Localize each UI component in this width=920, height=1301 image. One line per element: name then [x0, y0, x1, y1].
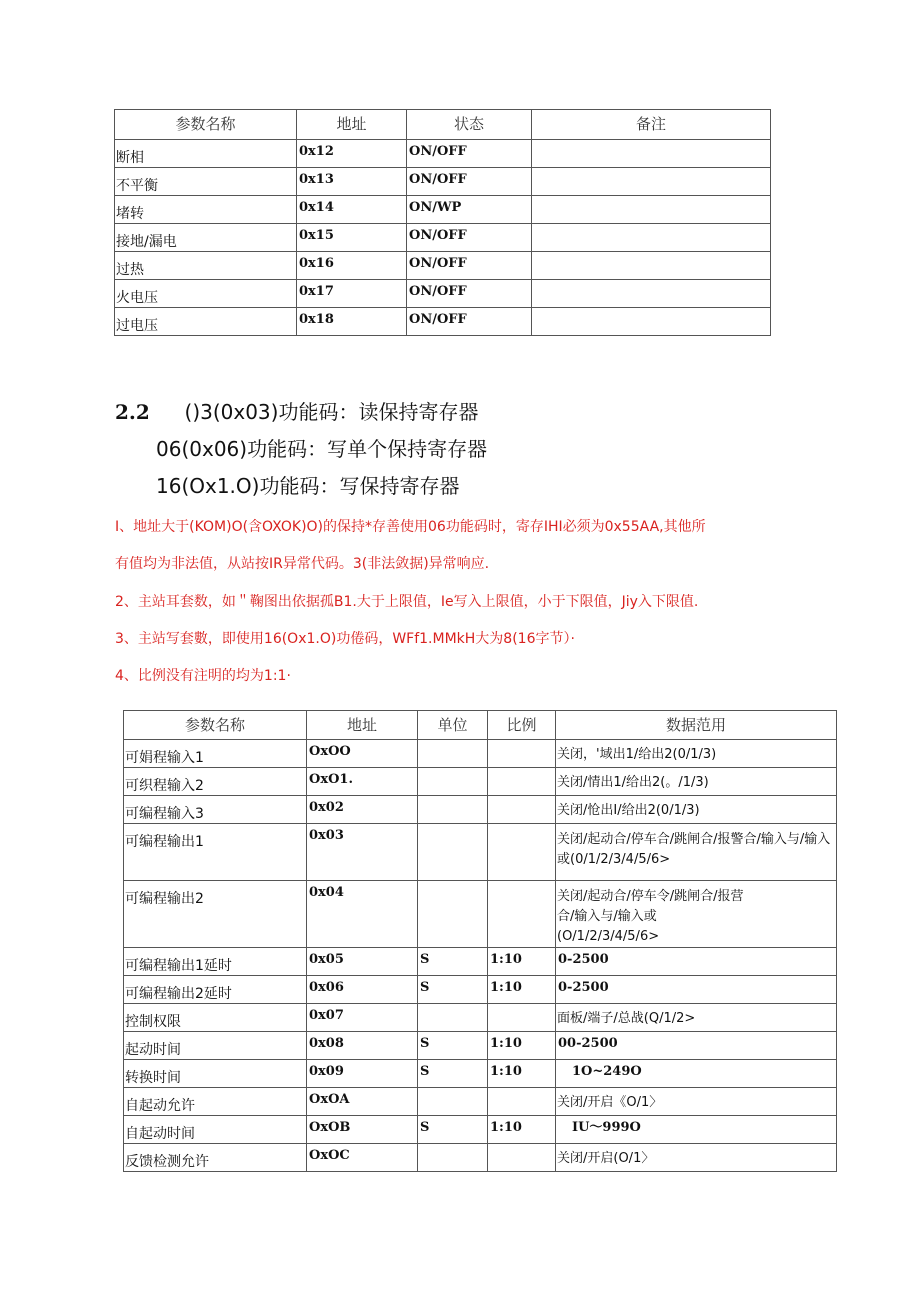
table-row [124, 1144, 837, 1172]
param-range: 00-2500 [556, 1032, 837, 1060]
table-row [115, 252, 771, 280]
param-ratio [488, 1144, 556, 1172]
param-state: ON/OFF [407, 140, 532, 168]
note-2: 2、主站耳套数，如＂鞠图出依据孤B1.大于上限值，Ie写入上限值，小于下限值，Jiy入下限值. [115, 594, 699, 610]
param-unit [418, 824, 488, 881]
param-unit [418, 796, 488, 824]
param-unit: S [418, 1032, 488, 1060]
param-range: 0-2500 [556, 976, 837, 1004]
param-range: 面板/端子/总战(Q/1/2> [556, 1004, 837, 1032]
param-name: 可编程输出1 [124, 824, 307, 881]
param-name: 自起动允许 [124, 1088, 307, 1116]
table-row [124, 824, 837, 881]
param-state: ON/OFF [407, 224, 532, 252]
param-address: OxO1. [307, 768, 418, 796]
param-unit [418, 1004, 488, 1032]
param-ratio [488, 1088, 556, 1116]
holding-register-table [123, 710, 837, 1172]
param-remark [532, 224, 771, 252]
param-name: 可娟程输入1 [124, 740, 307, 768]
param-address: 0x05 [307, 948, 418, 976]
param-remark [532, 196, 771, 224]
status-parameter-table [114, 109, 771, 336]
table-row [124, 881, 837, 948]
param-range: 0-2500 [556, 948, 837, 976]
param-unit [418, 1144, 488, 1172]
param-address: 0x16 [297, 252, 407, 280]
header-param-name: 参数名称 [124, 711, 307, 740]
param-address: 0x14 [297, 196, 407, 224]
param-address: 0x15 [297, 224, 407, 252]
table-row [115, 140, 771, 168]
param-state: ON/OFF [407, 308, 532, 336]
param-remark [532, 280, 771, 308]
param-name: 堵转 [115, 196, 297, 224]
param-address: 0x07 [307, 1004, 418, 1032]
table-row [124, 1004, 837, 1032]
param-unit [418, 740, 488, 768]
table-row [124, 976, 837, 1004]
param-state: ON/OFF [407, 280, 532, 308]
header-data-range: 数据范用 [556, 711, 837, 740]
param-name: 可编程输入3 [124, 796, 307, 824]
note-4: 4、比例没有注明的均为1:1· [115, 668, 291, 684]
param-unit: S [418, 976, 488, 1004]
param-name: 断相 [115, 140, 297, 168]
note-1-line-1: I、地址大于(KOM)O(含OXOK)O)的保持*存善使用06功能码时，寄存IHI必须为0x55AA,其他所 [115, 519, 706, 535]
param-ratio [488, 740, 556, 768]
param-address: OxOA [307, 1088, 418, 1116]
table-row [115, 224, 771, 252]
param-unit: S [418, 948, 488, 976]
param-address: 0x06 [307, 976, 418, 1004]
param-remark [532, 168, 771, 196]
param-state: ON/OFF [407, 252, 532, 280]
param-name: 可编程输出2延时 [124, 976, 307, 1004]
param-range: 关闭/起动合/停车合/跳闸合/报警合/输入与/输入或(0/1/2/3/4/5/6> [556, 824, 837, 881]
param-ratio: 1:10 [488, 976, 556, 1004]
param-name: 可织程输入2 [124, 768, 307, 796]
param-name: 起动时间 [124, 1032, 307, 1060]
param-unit: S [418, 1060, 488, 1088]
param-name: 接地/漏电 [115, 224, 297, 252]
param-address: 0x08 [307, 1032, 418, 1060]
param-address: 0x03 [307, 824, 418, 881]
table-row [124, 768, 837, 796]
table-row [124, 948, 837, 976]
table-row [124, 1116, 837, 1144]
table-row [115, 196, 771, 224]
param-name: 可编程输出1延时 [124, 948, 307, 976]
header-remark: 备注 [532, 110, 771, 140]
section-heading-line-1 [115, 396, 478, 425]
section-title-write-single: 06(0x06)功能码：写单个保持寄存器 [156, 437, 488, 461]
table-row [115, 308, 771, 336]
section-number: 2.2 [115, 400, 150, 424]
table-row [124, 1032, 837, 1060]
param-unit [418, 881, 488, 948]
header-address: 地址 [307, 711, 418, 740]
param-name: 反馈检测允许 [124, 1144, 307, 1172]
table-header-row [115, 110, 771, 140]
param-unit [418, 768, 488, 796]
param-unit: S [418, 1116, 488, 1144]
param-address: OxOB [307, 1116, 418, 1144]
param-state: ON/OFF [407, 168, 532, 196]
param-state: ON/WP [407, 196, 532, 224]
param-name: 过电压 [115, 308, 297, 336]
table-header-row [124, 711, 837, 740]
table-row [115, 280, 771, 308]
param-unit [418, 1088, 488, 1116]
param-range: 关闭/开启《O/1〉 [556, 1088, 837, 1116]
param-ratio: 1:10 [488, 948, 556, 976]
param-ratio [488, 1004, 556, 1032]
param-name: 控制权限 [124, 1004, 307, 1032]
table-row [124, 1060, 837, 1088]
param-address: 0x04 [307, 881, 418, 948]
param-range: 1O~249O [556, 1060, 837, 1088]
param-address: 0x02 [307, 796, 418, 824]
note-3: 3、主站写套數，即使用16(Ox1.O)功倦码，WFf1.MMkH大为8(16字节）· [115, 631, 575, 647]
param-range: 关闭/起动合/停车令/跳闸合/报营合/输入与/输入或(O/1/2/3/4/5/6> [556, 881, 837, 948]
param-remark [532, 252, 771, 280]
header-state: 状态 [407, 110, 532, 140]
param-ratio: 1:10 [488, 1060, 556, 1088]
header-unit: 单位 [418, 711, 488, 740]
param-range: 关闭/开启(O/1〉 [556, 1144, 837, 1172]
param-remark [532, 140, 771, 168]
section-title-read: ()3(0x03)功能码：读保持寄存器 [184, 400, 479, 424]
param-ratio [488, 768, 556, 796]
param-address: 0x09 [307, 1060, 418, 1088]
table-row [124, 740, 837, 768]
table-row [124, 796, 837, 824]
param-ratio: 1:10 [488, 1116, 556, 1144]
param-range: 关闭，'域出1/给出2(0/1/3) [556, 740, 837, 768]
param-address: 0x17 [297, 280, 407, 308]
param-name: 不平衡 [115, 168, 297, 196]
param-address: 0x18 [297, 308, 407, 336]
section-title-write-multiple: 16(Ox1.O)功能码：写保持寄存器 [156, 474, 460, 498]
header-address: 地址 [297, 110, 407, 140]
table-row [115, 168, 771, 196]
header-param-name: 参数名称 [115, 110, 297, 140]
note-1-line-2: 有值均为非法值，从站按IR异常代码。3(非法敛据)异常响应. [115, 556, 490, 572]
param-name: 可编程输出2 [124, 881, 307, 948]
header-ratio: 比例 [488, 711, 556, 740]
param-name: 过热 [115, 252, 297, 280]
param-ratio [488, 796, 556, 824]
param-address: 0x13 [297, 168, 407, 196]
param-ratio [488, 824, 556, 881]
param-range: 关闭/情出1/给出2(。/1/3) [556, 768, 837, 796]
param-ratio: 1:10 [488, 1032, 556, 1060]
param-address: OxOO [307, 740, 418, 768]
param-address: 0x12 [297, 140, 407, 168]
param-name: 自起动时间 [124, 1116, 307, 1144]
param-range: IU～999O [556, 1116, 837, 1144]
param-address: OxOC [307, 1144, 418, 1172]
param-name: 火电压 [115, 280, 297, 308]
param-range: 关闭/怆出I/给出2(0/1/3) [556, 796, 837, 824]
param-name: 转换时间 [124, 1060, 307, 1088]
param-remark [532, 308, 771, 336]
table-row [124, 1088, 837, 1116]
param-ratio [488, 881, 556, 948]
